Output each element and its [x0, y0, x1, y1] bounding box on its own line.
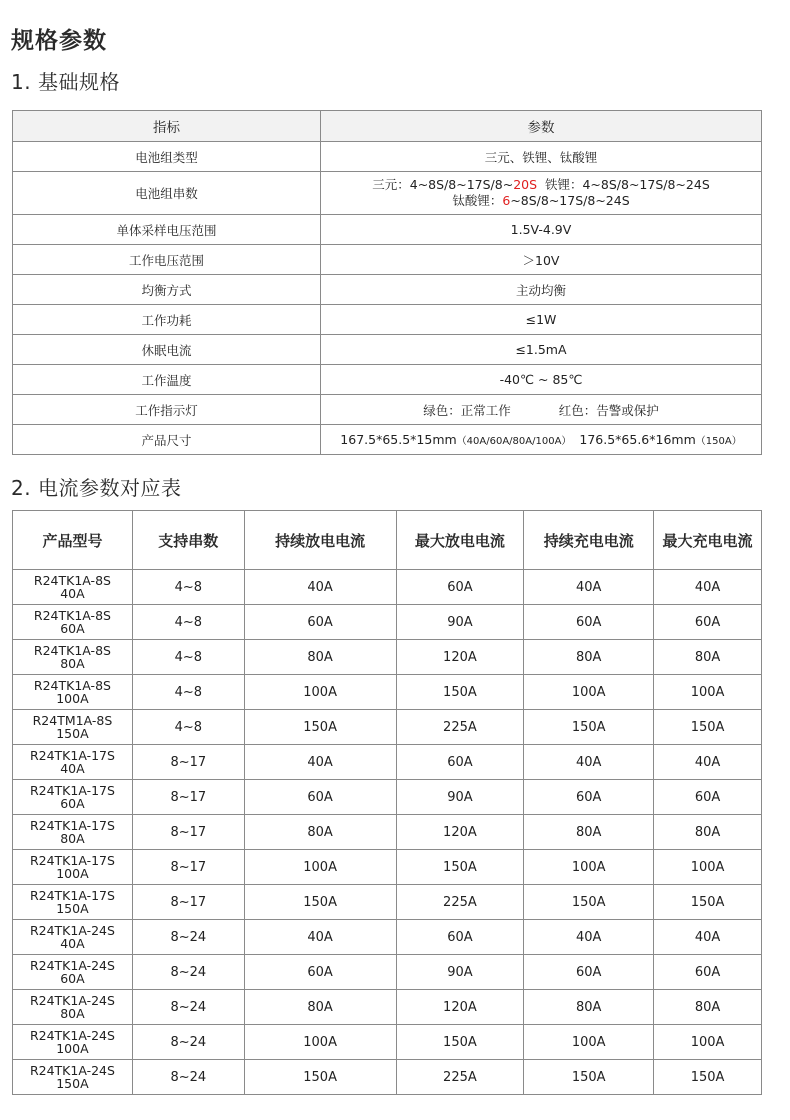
product-model-cell: [13, 780, 133, 815]
product-model-cell: [13, 605, 133, 640]
max-discharge-cell: 225A: [396, 885, 524, 920]
model-rating: 60A: [60, 796, 85, 811]
max-charge-cell: 40A: [654, 920, 762, 955]
model-name: R24TK1A-24S: [29, 958, 115, 973]
product-model-cell: [13, 885, 133, 920]
series-count-cell: 4~8: [132, 570, 244, 605]
text: ~8S/8~17S/8~24S: [510, 193, 630, 208]
max-discharge-cell: 90A: [396, 955, 524, 990]
series-count-cell: 8~17: [132, 850, 244, 885]
continuous-discharge-cell: 150A: [244, 710, 396, 745]
model-name: R24TK1A-17S: [29, 818, 115, 833]
max-discharge-cell: 120A: [396, 640, 524, 675]
text: 铁锂：4~8S/8~17S/8~24S: [537, 177, 710, 192]
size-note: （40A/60A/80A/100A）: [456, 436, 572, 447]
current-col-header: 产品型号: [13, 511, 133, 570]
continuous-discharge-cell: 40A: [244, 920, 396, 955]
table-row: [13, 885, 762, 920]
model-name: R24TM1A-8S: [32, 713, 113, 728]
table-row: [13, 780, 762, 815]
series-count-cell: 4~8: [132, 675, 244, 710]
spec-row: [13, 275, 762, 305]
continuous-charge-cell: 150A: [524, 1060, 654, 1095]
max-discharge-cell: 60A: [396, 745, 524, 780]
continuous-charge-cell: 60A: [524, 780, 654, 815]
spec-label: 工作功耗: [13, 305, 321, 335]
product-model-cell: [13, 850, 133, 885]
model-rating: 40A: [60, 586, 85, 601]
series-count-cell: 8~17: [132, 815, 244, 850]
continuous-discharge-cell: 100A: [244, 850, 396, 885]
spec-value: ≤1W: [321, 305, 762, 335]
continuous-discharge-cell: 100A: [244, 1025, 396, 1060]
current-col-header: 持续充电电流: [524, 511, 654, 570]
table-row: [13, 955, 762, 990]
model-rating: 150A: [56, 901, 89, 916]
continuous-discharge-cell: 80A: [244, 640, 396, 675]
continuous-discharge-cell: 80A: [244, 815, 396, 850]
model-name: R24TK1A-24S: [29, 993, 115, 1008]
model-rating: 60A: [60, 621, 85, 636]
continuous-charge-cell: 40A: [524, 920, 654, 955]
series-count-cell: 8~24: [132, 955, 244, 990]
table-row: [13, 605, 762, 640]
continuous-discharge-cell: 150A: [244, 1060, 396, 1095]
max-discharge-cell: 90A: [396, 780, 524, 815]
model-rating: 100A: [56, 691, 89, 706]
series-count-cell: 8~24: [132, 1060, 244, 1095]
series-count-cell: 4~8: [132, 710, 244, 745]
current-col-header: 最大放电电流: [396, 511, 524, 570]
section2-heading: 2. 电流参数对应表: [11, 476, 182, 500]
spec-label: 均衡方式: [13, 275, 321, 305]
model-rating: 80A: [60, 831, 85, 846]
spec-value: 主动均衡: [321, 275, 762, 305]
max-discharge-cell: 60A: [396, 570, 524, 605]
table-row: [13, 1025, 762, 1060]
highlight-text: 6: [502, 193, 511, 208]
max-discharge-cell: 150A: [396, 850, 524, 885]
spec-value: ≤1.5mA: [321, 335, 762, 365]
highlight-text: 20S: [513, 177, 538, 192]
max-charge-cell: 100A: [654, 850, 762, 885]
max-charge-cell: 40A: [654, 745, 762, 780]
product-model-cell: [13, 1060, 133, 1095]
model-rating: 80A: [60, 656, 85, 671]
continuous-charge-cell: 40A: [524, 570, 654, 605]
spec-col-header: 指标: [13, 111, 321, 142]
max-discharge-cell: 90A: [396, 605, 524, 640]
continuous-charge-cell: 150A: [524, 710, 654, 745]
model-rating: 80A: [60, 1006, 85, 1021]
spec-value: [321, 425, 762, 455]
continuous-charge-cell: 60A: [524, 605, 654, 640]
max-discharge-cell: 120A: [396, 990, 524, 1025]
max-charge-cell: 80A: [654, 640, 762, 675]
spec-row: [13, 172, 762, 215]
spec-label: 工作电压范围: [13, 245, 321, 275]
max-discharge-cell: 225A: [396, 1060, 524, 1095]
max-discharge-cell: 150A: [396, 675, 524, 710]
table-row: [13, 745, 762, 780]
max-charge-cell: 40A: [654, 570, 762, 605]
spec-col-header: 参数: [321, 111, 762, 142]
current-params-table: [12, 510, 762, 1095]
continuous-charge-cell: 100A: [524, 850, 654, 885]
continuous-charge-cell: 80A: [524, 815, 654, 850]
table-row: [13, 675, 762, 710]
continuous-discharge-cell: 60A: [244, 780, 396, 815]
product-model-cell: [13, 570, 133, 605]
product-model-cell: [13, 815, 133, 850]
spec-row: [13, 215, 762, 245]
product-model-cell: [13, 990, 133, 1025]
continuous-discharge-cell: 60A: [244, 955, 396, 990]
spec-value: -40℃ ~ 85℃: [321, 365, 762, 395]
series-count-cell: 4~8: [132, 605, 244, 640]
continuous-charge-cell: 100A: [524, 675, 654, 710]
model-rating: 100A: [56, 1041, 89, 1056]
string-count-line-2: [321, 193, 761, 209]
product-model-cell: [13, 920, 133, 955]
model-rating: 150A: [56, 726, 89, 741]
model-name: R24TK1A-24S: [29, 1063, 115, 1078]
model-name: R24TK1A-24S: [29, 923, 115, 938]
spec-label: 单体采样电压范围: [13, 215, 321, 245]
continuous-discharge-cell: 60A: [244, 605, 396, 640]
string-count-line-1: [321, 177, 761, 193]
spec-value: ＞10V: [321, 245, 762, 275]
max-charge-cell: 60A: [654, 605, 762, 640]
spec-row: [13, 142, 762, 172]
spec-label: 工作指示灯: [13, 395, 321, 425]
max-discharge-cell: 225A: [396, 710, 524, 745]
continuous-discharge-cell: 40A: [244, 745, 396, 780]
product-model-cell: [13, 640, 133, 675]
current-header-row: [13, 511, 762, 570]
spec-header-row: [13, 111, 762, 142]
continuous-charge-cell: 80A: [524, 990, 654, 1025]
model-name: R24TK1A-17S: [29, 853, 115, 868]
max-charge-cell: 150A: [654, 1060, 762, 1095]
spec-value: 1.5V-4.9V: [321, 215, 762, 245]
model-name: R24TK1A-24S: [29, 1028, 115, 1043]
table-row: [13, 1060, 762, 1095]
model-name: R24TK1A-8S: [33, 643, 111, 658]
model-name: R24TK1A-8S: [33, 608, 111, 623]
spec-label: 电池组串数: [13, 172, 321, 215]
continuous-charge-cell: 60A: [524, 955, 654, 990]
current-col-header: 持续放电电流: [244, 511, 396, 570]
model-rating: 150A: [56, 1076, 89, 1091]
current-col-header: 支持串数: [132, 511, 244, 570]
spec-value: 三元、铁锂、钛酸锂: [321, 142, 762, 172]
spec-label: 工作温度: [13, 365, 321, 395]
table-row: [13, 640, 762, 675]
series-count-cell: 8~17: [132, 885, 244, 920]
table-row: [13, 570, 762, 605]
spec-row: [13, 335, 762, 365]
size-note: （150A）: [695, 436, 742, 447]
continuous-charge-cell: 40A: [524, 745, 654, 780]
continuous-charge-cell: 100A: [524, 1025, 654, 1060]
model-name: R24TK1A-17S: [29, 783, 115, 798]
max-discharge-cell: 150A: [396, 1025, 524, 1060]
model-name: R24TK1A-8S: [33, 678, 111, 693]
continuous-charge-cell: 80A: [524, 640, 654, 675]
model-name: R24TK1A-17S: [29, 888, 115, 903]
product-model-cell: [13, 1025, 133, 1060]
model-name: R24TK1A-17S: [29, 748, 115, 763]
section1-heading: 1. 基础规格: [11, 70, 120, 94]
model-rating: 100A: [56, 866, 89, 881]
spec-row: [13, 305, 762, 335]
spec-row: [13, 395, 762, 425]
spec-row: [13, 245, 762, 275]
table-row: [13, 920, 762, 955]
continuous-discharge-cell: 100A: [244, 675, 396, 710]
spec-value: [321, 395, 762, 425]
max-charge-cell: 100A: [654, 1025, 762, 1060]
continuous-charge-cell: 150A: [524, 885, 654, 920]
table-row: [13, 710, 762, 745]
continuous-discharge-cell: 40A: [244, 570, 396, 605]
max-charge-cell: 150A: [654, 885, 762, 920]
product-model-cell: [13, 745, 133, 780]
model-rating: 40A: [60, 936, 85, 951]
spec-row: [13, 365, 762, 395]
spec-label: 产品尺寸: [13, 425, 321, 455]
max-discharge-cell: 60A: [396, 920, 524, 955]
max-charge-cell: 60A: [654, 780, 762, 815]
current-col-header: 最大充电电流: [654, 511, 762, 570]
size-text: 167.5*65.5*15mm: [340, 432, 457, 447]
spec-value: [321, 172, 762, 215]
table-row: [13, 990, 762, 1025]
indicator-red-text: 红色：告警或保护: [558, 402, 659, 418]
page-title: 规格参数: [11, 28, 107, 54]
max-charge-cell: 80A: [654, 990, 762, 1025]
indicator-green-text: 绿色：正常工作: [423, 402, 511, 418]
series-count-cell: 8~24: [132, 1025, 244, 1060]
max-charge-cell: 60A: [654, 955, 762, 990]
product-model-cell: [13, 710, 133, 745]
max-discharge-cell: 120A: [396, 815, 524, 850]
series-count-cell: 8~17: [132, 745, 244, 780]
series-count-cell: 8~17: [132, 780, 244, 815]
size-text: 176.5*65.6*16mm: [579, 432, 696, 447]
text: 钛酸锂：: [452, 193, 503, 208]
continuous-discharge-cell: 80A: [244, 990, 396, 1025]
series-count-cell: 4~8: [132, 640, 244, 675]
max-charge-cell: 150A: [654, 710, 762, 745]
spec-label: 电池组类型: [13, 142, 321, 172]
model-name: R24TK1A-8S: [33, 573, 111, 588]
series-count-cell: 8~24: [132, 920, 244, 955]
max-charge-cell: 100A: [654, 675, 762, 710]
spec-label: 休眠电流: [13, 335, 321, 365]
product-model-cell: [13, 955, 133, 990]
continuous-discharge-cell: 150A: [244, 885, 396, 920]
text: 三元：4~8S/8~17S/8~: [372, 177, 514, 192]
model-rating: 60A: [60, 971, 85, 986]
series-count-cell: 8~24: [132, 990, 244, 1025]
model-rating: 40A: [60, 761, 85, 776]
basic-spec-table: [12, 110, 762, 455]
product-model-cell: [13, 675, 133, 710]
spec-row: [13, 425, 762, 455]
max-charge-cell: 80A: [654, 815, 762, 850]
table-row: [13, 850, 762, 885]
table-row: [13, 815, 762, 850]
